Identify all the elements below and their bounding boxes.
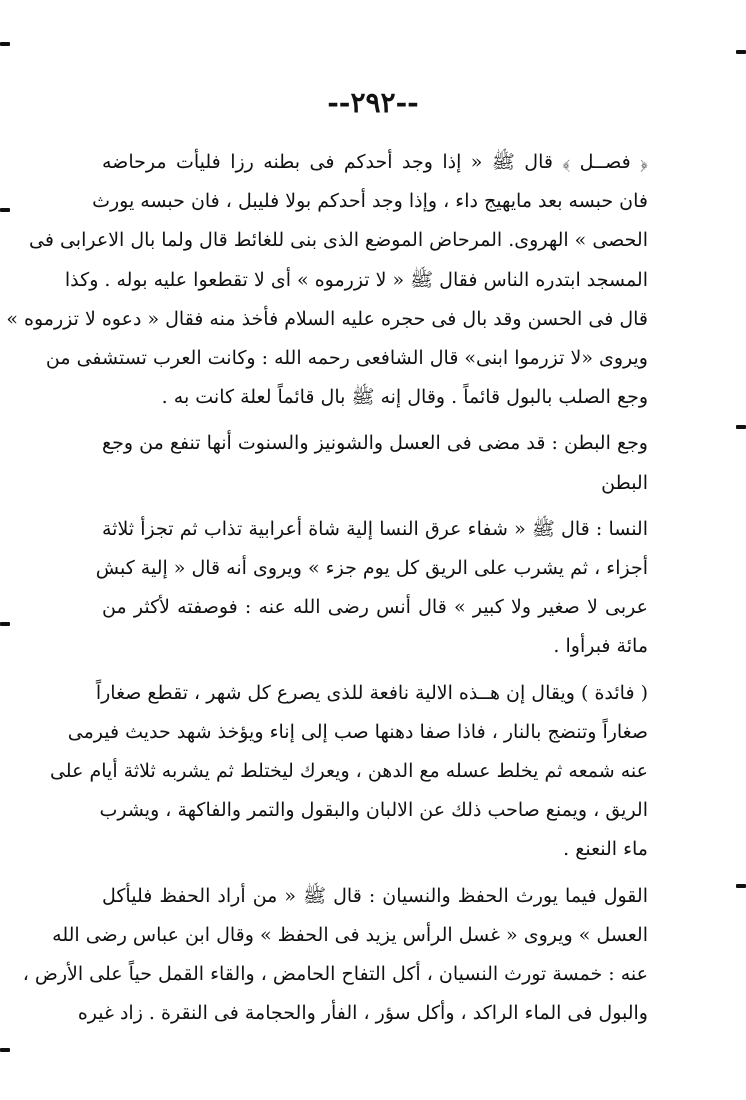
text-line: وجع الصلب بالبول قائماً . وقال إنه ﷺ بال قائماً لعلة كانت به .	[161, 386, 648, 409]
text-line: أجزاء ، ثم يشرب على الريق كل يوم جزء » ويروى أنه قال « إلية كبش	[95, 557, 648, 580]
text-line: ﴿ فصــل ﴾ قال ﷺ « إذا وجد أحدكم فى بطنه رزا فليأت مرحاضه	[102, 151, 648, 173]
text-line: عنه شمعه ثم يخلط عسله مع الدهن ، ويعرك ليختلط ثم يشربه ثلاثة أيام على	[49, 760, 648, 783]
text-line: مائة فبرأوا .	[553, 635, 648, 658]
paragraph-stomach-pain	[102, 424, 648, 502]
scan-edge-mark	[736, 425, 746, 429]
text-line: البطن	[601, 471, 648, 494]
scan-edge-mark	[736, 884, 746, 888]
paragraph-memory	[22, 877, 648, 1034]
text-line: وجع البطن : قد مضى فى العسل والشونيز والسنوت أنها تنفع من وجع	[102, 432, 648, 455]
text-line: الريق ، ويمنع صاحب ذلك عن الالبان والبقول والتمر والفاكهة ، ويشرب	[99, 799, 648, 822]
text-line: فان حبسه بعد مايهيج داء ، وإذا وجد أحدكم بولا فليبل ، فان حبسه يورث	[92, 190, 648, 213]
scan-edge-mark	[0, 208, 10, 212]
text-line: المسجد ابتدره الناس فقال ﷺ « لا تزرموه » أى لا تقطعوا عليه بوله . وكذا	[64, 268, 648, 291]
text-line: صغاراً وتنضج بالنار ، فاذا صفا دهنها صب إلى إناء ويؤخذ شهد حديث فيرمى	[67, 720, 648, 743]
paragraph-benefit	[49, 674, 648, 870]
scan-edge-mark	[0, 42, 10, 46]
paragraph-fasl	[6, 143, 648, 417]
text-line: ويروى «لا تزرموا ابنى» قال الشافعى رحمه الله : وكانت العرب تستشفى من	[45, 347, 648, 370]
page-number: --٢٩٢--	[327, 86, 419, 119]
scan-edge-mark	[736, 50, 746, 54]
text-line: العسل » ويروى « غسل الرأس يزيد فى الحفظ » وقال ابن عباس رضى الله	[52, 923, 648, 946]
paragraph-sciatica	[95, 510, 648, 667]
text-line: القول فيما يورث الحفظ والنسيان : قال ﷺ « من أراد الحفظ فليأكل	[102, 884, 648, 907]
text-line: ( فائدة ) ويقال إن هــذه الالية نافعة للذى يصرع كل شهر ، تقطع صغاراً	[95, 681, 648, 704]
text-line: والبول فى الماء الراكد ، وأكل سؤر ، الفأر والحجامة فى النقرة . زاد غيره	[77, 1002, 648, 1025]
scan-edge-mark	[0, 622, 10, 626]
text-line: قال فى الحسن وقد بال فى حجره عليه السلام فأخذ منه فقال « دعوه لا تزرموه »	[6, 307, 648, 330]
text-line: الحصى » الهروى. المرحاض الموضع الذى بنى للغائط قال ولما بال الاعرابى فى	[29, 229, 648, 252]
scan-edge-mark	[0, 1048, 10, 1052]
text-line: ماء النعنع .	[563, 838, 648, 861]
text-line: النسا : قال ﷺ « شفاء عرق النسا إلية شاة أعرابية تذاب ثم تجزأ ثلاثة	[102, 517, 648, 540]
text-line: عنه : خمسة تورث النسيان ، أكل التفاح الحامض ، والقاء القمل حياً على الأرض ،	[22, 963, 648, 986]
body-text	[6, 143, 648, 1040]
text-line: عربى لا صغير ولا كبير » قال أنس رضى الله عنه : فوصفته لأكثر من	[102, 596, 648, 619]
